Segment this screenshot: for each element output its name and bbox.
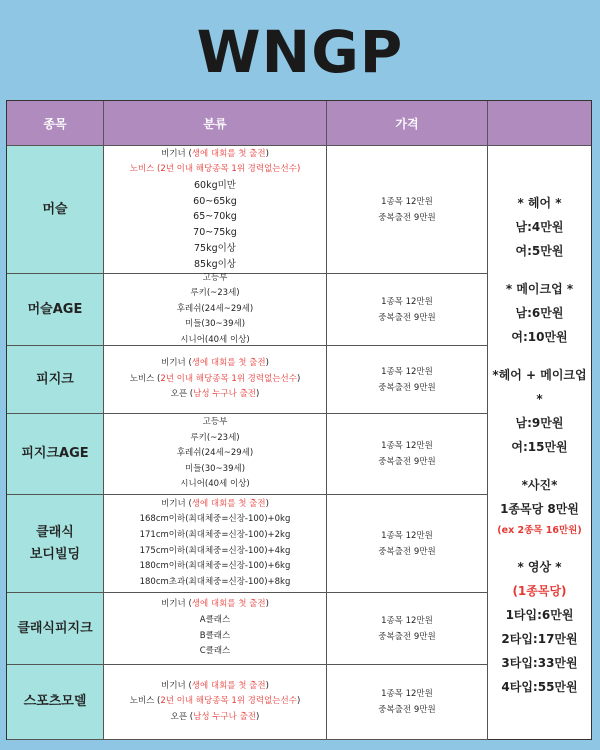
class-item (185, 317, 245, 333)
price-info (327, 593, 488, 665)
class-item-text: 2년 이내 해당종목 1위 경력없는선수 (160, 373, 297, 384)
service-block (492, 363, 586, 459)
price-info (327, 346, 488, 414)
class-item-text: A클래스 (199, 614, 231, 625)
class-item-text: ) (265, 358, 269, 369)
price-line: 1종목 12만원 (381, 366, 433, 377)
service-block (506, 277, 573, 349)
class-item-text: 65~70kg (193, 211, 237, 223)
service-line: 4타입:55만원 (501, 680, 578, 694)
event-name (7, 414, 104, 495)
service-line: * 영상 * (517, 560, 562, 574)
class-item-text: 비기너 ( (161, 680, 192, 691)
event-name (7, 495, 104, 593)
event-name-line: 머슬AGE (27, 301, 83, 317)
service-line: 남:4만원 (515, 220, 564, 234)
class-item-text: ) (296, 164, 301, 175)
class-item-text: 남성 누구나 출전 (193, 711, 256, 722)
class-item (193, 209, 237, 225)
class-item (140, 544, 291, 560)
class-item-text: 노비스 ( (129, 164, 161, 175)
class-item (130, 694, 301, 710)
class-item (203, 415, 228, 431)
service-line: 여:15만원 (511, 440, 568, 454)
event-name (7, 346, 104, 414)
class-item (177, 302, 253, 318)
class-item-text: 비기너 ( (161, 148, 192, 159)
class-item (200, 613, 230, 629)
price-line: 중복출전 9만원 (378, 457, 436, 467)
class-item-text: 노비스 ( (129, 373, 161, 384)
service-line: 여:5만원 (515, 244, 564, 258)
service-line: (ex 2종목 16만원) (497, 525, 582, 536)
class-item (140, 559, 291, 575)
class-list (104, 665, 327, 740)
class-item-text: 비기너 ( (161, 358, 192, 369)
class-item (171, 710, 260, 726)
price-info (327, 274, 488, 346)
extra-services (488, 146, 591, 740)
class-item-text: 비기너 ( (161, 498, 192, 509)
event-name-line: 피지크AGE (21, 446, 89, 461)
event-name-line: 스포츠모델 (23, 694, 87, 709)
class-item-text: 후레쉬(24세~29세) (176, 303, 254, 314)
header-price: 가격 (327, 101, 488, 146)
class-item-text: 175cm이하(최대체중=신장-100)+4kg (139, 545, 291, 556)
class-item (130, 162, 301, 178)
service-line: * (536, 392, 543, 406)
price-line: 중복출전 9만원 (378, 382, 436, 393)
class-item-text: 171cm이하(최대체중=신장-100)+2kg (139, 529, 291, 540)
class-item-text: ) (256, 389, 260, 400)
class-item-text: 생에 대회를 첫 출전 (191, 148, 266, 159)
event-name (7, 274, 104, 346)
class-item-text: 60kg미만 (194, 179, 236, 191)
class-item (203, 271, 228, 287)
event-name-line: 클래식피지크 (17, 620, 93, 636)
header-event: 종목 (7, 101, 104, 146)
class-item-text: ) (265, 599, 269, 610)
class-item-text: 미들(30~39세) (184, 319, 246, 330)
class-item-text: ) (296, 373, 301, 384)
class-item-text: 60~65kg (193, 195, 237, 207)
price-line: 1종목 12만원 (381, 689, 433, 699)
class-item (171, 387, 260, 403)
class-item-text: 시니어(40세 이상) (180, 334, 250, 345)
class-item (200, 644, 231, 660)
class-list (104, 593, 327, 665)
event-name (7, 146, 104, 274)
class-item-text: 후레쉬(24세~29세) (176, 448, 254, 459)
class-item (185, 462, 245, 478)
class-item (161, 356, 269, 372)
class-item-text: 루키(~23세) (190, 288, 240, 299)
service-line: 남:9만원 (515, 416, 564, 430)
class-item (190, 431, 239, 447)
class-list (104, 346, 327, 414)
price-line: 1종목 12만원 (381, 530, 433, 541)
class-list (104, 495, 327, 593)
header-class: 분류 (104, 101, 327, 146)
class-item-text: 고등부 (202, 417, 228, 428)
class-item (177, 446, 253, 462)
price-line: 중복출전 9만원 (378, 705, 436, 715)
class-item-text: 미들(30~39세) (184, 463, 246, 474)
class-item (180, 477, 249, 493)
class-item-text: 루키(~23세) (190, 432, 240, 443)
class-item-text: ) (256, 711, 260, 722)
class-item-text: 180cm초과(최대체중=신장-100)+8kg (139, 576, 291, 587)
class-item-text: ) (296, 696, 301, 707)
class-item (140, 512, 291, 528)
service-line: *헤어 + 메이크업 (492, 368, 587, 382)
class-list (104, 414, 327, 495)
class-item (140, 575, 291, 591)
price-info (327, 665, 488, 740)
class-item (161, 147, 269, 163)
class-item-text: ) (265, 148, 269, 159)
class-item-text: 70~75kg (193, 227, 237, 239)
class-item (194, 178, 236, 194)
price-info (327, 146, 488, 274)
service-line: 여:10만원 (511, 330, 568, 344)
service-line: 1타입:6만원 (505, 608, 574, 622)
class-item-text: ) (265, 680, 269, 691)
class-item (130, 372, 301, 388)
service-block (516, 191, 564, 263)
price-line: 중복출전 9만원 (378, 212, 436, 223)
event-name-line: 보디빌딩 (29, 546, 81, 562)
class-item-text: 노비스 ( (129, 696, 161, 707)
class-item-text: B클래스 (199, 630, 231, 641)
service-line: 2타입:17만원 (501, 632, 578, 646)
class-item (194, 241, 236, 257)
class-item (161, 597, 269, 613)
class-item (200, 629, 230, 645)
price-table (6, 100, 592, 740)
class-item-text: 75kg이상 (194, 242, 236, 254)
class-item-text: 180cm이하(최대체중=신장-100)+6kg (139, 561, 291, 572)
service-line: 남:6만원 (515, 306, 564, 320)
class-item-text: 85kg이상 (194, 258, 236, 270)
service-block (497, 473, 581, 541)
price-info (327, 414, 488, 495)
event-name (7, 593, 104, 665)
event-name-line: 머슬 (42, 201, 68, 217)
class-item-text: 시니어(40세 이상) (180, 479, 250, 490)
class-item-text: 생에 대회를 첫 출전 (191, 498, 266, 509)
class-item-text: C클래스 (199, 646, 231, 657)
event-name (7, 665, 104, 740)
service-line: 1종목당 8만원 (500, 502, 579, 516)
service-line: *사진* (521, 478, 558, 492)
price-line: 중복출전 9만원 (378, 312, 436, 323)
class-item (193, 225, 237, 241)
class-item (161, 497, 269, 513)
service-line: * 헤어 * (517, 196, 562, 210)
price-line: 1종목 12만원 (381, 615, 433, 626)
class-item-text: 비기너 ( (161, 599, 192, 610)
class-item-text: 생에 대회를 첫 출전 (191, 599, 266, 610)
class-item-text: 오픈 ( (170, 389, 194, 400)
price-line: 1종목 12만원 (381, 296, 433, 307)
class-item (193, 194, 237, 210)
class-list (104, 146, 327, 274)
logo: WNGP (196, 18, 404, 86)
header-extra (488, 101, 591, 146)
class-item (140, 528, 291, 544)
class-item-text: 고등부 (202, 272, 228, 283)
service-line: 3타입:33만원 (501, 656, 578, 670)
class-item (161, 679, 269, 695)
price-line: 1종목 12만원 (381, 441, 433, 451)
class-item-text: 생에 대회를 첫 출전 (191, 358, 266, 369)
class-item-text: 168cm이하(최대체중=신장-100)+0kg (139, 514, 291, 525)
price-line: 중복출전 9만원 (378, 631, 436, 642)
price-line: 중복출전 9만원 (378, 546, 436, 557)
class-item-text: 생에 대회를 첫 출전 (191, 680, 266, 691)
class-item-text: ) (265, 498, 269, 509)
service-line: * 메이크업 * (505, 282, 574, 296)
service-block (501, 555, 577, 699)
class-item-text: 2년 이내 해당종목 1위 경력없는선수 (160, 164, 297, 175)
class-item-text: 오픈 ( (170, 711, 194, 722)
class-item-text: 남성 누구나 출전 (193, 389, 256, 400)
class-item-text: 2년 이내 해당종목 1위 경력없는선수 (160, 696, 297, 707)
price-line: 1종목 12만원 (381, 196, 433, 207)
service-line: (1종목당) (512, 584, 567, 598)
class-item (190, 286, 239, 302)
price-info (327, 495, 488, 593)
event-name-line: 피지크 (36, 371, 74, 387)
class-list (104, 274, 327, 346)
event-name-line: 클래식 (36, 524, 74, 540)
